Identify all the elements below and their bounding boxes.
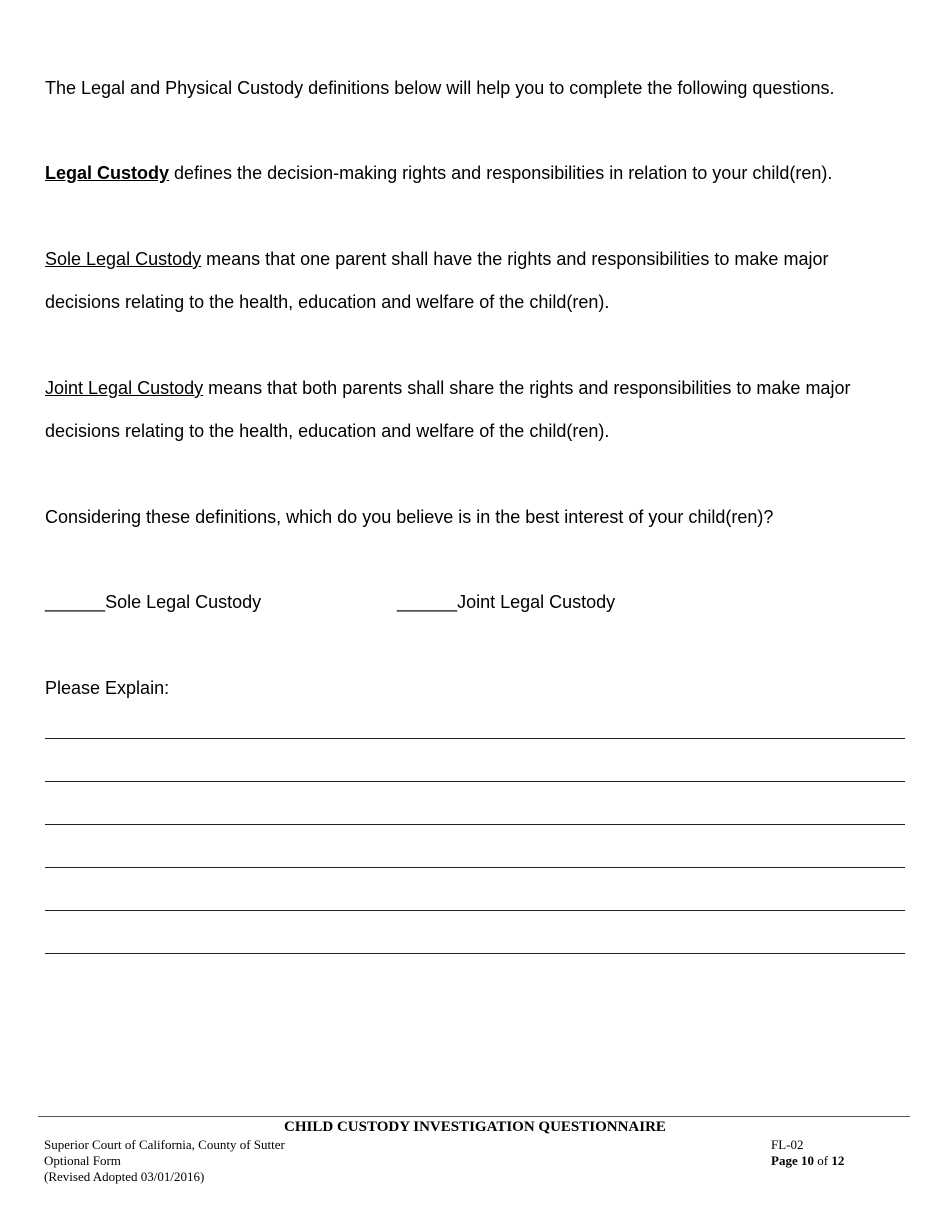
legal-custody-paragraph: [45, 162, 832, 184]
explain-line-1[interactable]: [45, 738, 905, 739]
sole-legal-term: Sole Legal Custody: [45, 249, 202, 269]
joint-legal-definition: means that both parents shall share the rights and responsibilities to make major: [203, 378, 851, 398]
footer-divider: [38, 1116, 910, 1117]
footer-court: Superior Court of California, County of Sutter: [44, 1137, 285, 1152]
sole-legal-definition: means that one parent shall have the rights and responsibilities to make major: [201, 249, 829, 269]
footer-form-title: CHILD CUSTODY INVESTIGATION QUESTIONNAIRE: [284, 1119, 666, 1135]
explain-line-5[interactable]: [45, 910, 905, 911]
please-explain-label: Please Explain:: [45, 678, 170, 698]
footer-page-number: [771, 1153, 844, 1169]
footer-page-total: 12: [831, 1153, 845, 1168]
custody-question: Considering these definitions, which do you believe is in the best interest of your child(ren)?: [45, 507, 774, 527]
explain-line-3[interactable]: [45, 824, 905, 825]
explain-line-6[interactable]: [45, 953, 905, 954]
legal-custody-definition: defines the decision-making rights and responsibilities in relation to your child(ren).: [169, 163, 833, 183]
footer-page-word: Page: [771, 1153, 798, 1168]
footer-form-code: FL-02: [771, 1137, 804, 1152]
footer-revised-date: (Revised Adopted 03/01/2016): [44, 1169, 205, 1184]
joint-legal-term: Joint Legal Custody: [45, 378, 204, 398]
footer-of-word: of: [817, 1153, 829, 1168]
joint-legal-custody-option[interactable]: ______Joint Legal Custody: [397, 592, 616, 612]
joint-legal-paragraph-line2: decisions relating to the health, education and welfare of the child(ren).: [45, 421, 610, 441]
intro-text: The Legal and Physical Custody definitions below will help you to complete the following questions.: [45, 78, 835, 98]
footer-page-current: 10: [800, 1153, 814, 1168]
explain-line-4[interactable]: [45, 867, 905, 868]
legal-custody-term: Legal Custody: [45, 163, 170, 183]
explain-line-2[interactable]: [45, 781, 905, 782]
sole-legal-custody-option[interactable]: ______Sole Legal Custody: [45, 592, 262, 612]
sole-legal-paragraph-line2: decisions relating to the health, education and welfare of the child(ren).: [45, 292, 610, 312]
footer-optional-form: Optional Form: [44, 1153, 121, 1168]
sole-legal-paragraph-line1: [45, 248, 828, 270]
joint-legal-paragraph-line1: [45, 377, 850, 399]
